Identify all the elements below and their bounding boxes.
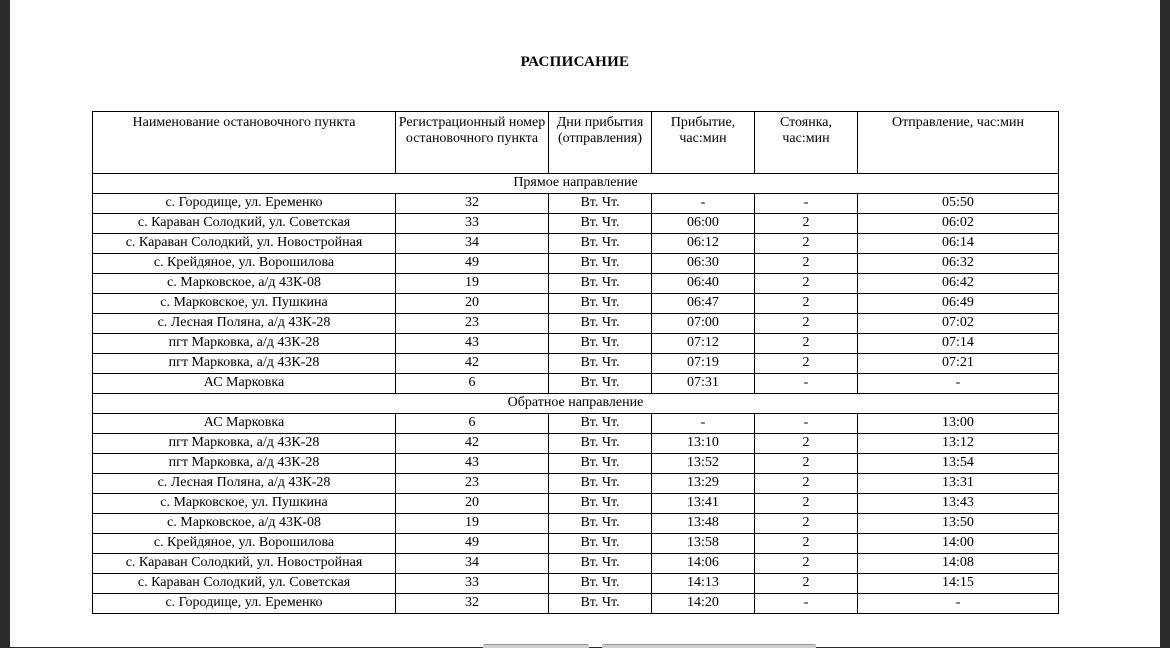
table-row <box>93 434 1059 454</box>
reg-number-cell: 33 <box>396 214 549 234</box>
stop-time-cell: - <box>755 374 858 394</box>
reg-number-cell: 23 <box>396 474 549 494</box>
days-cell: Вт. Чт. <box>549 274 652 294</box>
days-cell: Вт. Чт. <box>549 234 652 254</box>
arrival-cell: 13:29 <box>652 474 755 494</box>
stop-name-cell: с. Лесная Поляна, а/д 43К-28 <box>93 474 396 494</box>
stop-time-cell: 2 <box>755 494 858 514</box>
days-cell: Вт. Чт. <box>549 494 652 514</box>
section-row <box>93 394 1059 414</box>
section-label: Обратное направление <box>93 394 1059 414</box>
days-cell: Вт. Чт. <box>549 534 652 554</box>
stop-name-cell: с. Караван Солодкий, ул. Советская <box>93 214 396 234</box>
table-row <box>93 414 1059 434</box>
departure-cell: 07:21 <box>858 354 1059 374</box>
stop-time-cell: 2 <box>755 514 858 534</box>
days-cell: Вт. Чт. <box>549 474 652 494</box>
header-reg-number: Регистрационный номер остановочного пункта <box>396 112 549 174</box>
stop-time-cell: 2 <box>755 574 858 594</box>
stop-name-cell: с. Марковское, а/д 43К-08 <box>93 514 396 534</box>
days-cell: Вт. Чт. <box>549 374 652 394</box>
reg-number-cell: 43 <box>396 334 549 354</box>
arrival-cell: - <box>652 194 755 214</box>
stop-time-cell: 2 <box>755 474 858 494</box>
arrival-cell: 06:47 <box>652 294 755 314</box>
stop-name-cell: с. Марковское, ул. Пушкина <box>93 294 396 314</box>
stop-name-cell: с. Крейдяное, ул. Ворошилова <box>93 254 396 274</box>
days-cell: Вт. Чт. <box>549 574 652 594</box>
days-cell: Вт. Чт. <box>549 294 652 314</box>
departure-cell: 06:49 <box>858 294 1059 314</box>
stop-name-cell: АС Марковка <box>93 414 396 434</box>
stop-time-cell: 2 <box>755 434 858 454</box>
table-row <box>93 354 1059 374</box>
table-row <box>93 234 1059 254</box>
arrival-cell: 07:31 <box>652 374 755 394</box>
departure-cell: 06:02 <box>858 214 1059 234</box>
stop-time-cell: 2 <box>755 554 858 574</box>
table-row <box>93 374 1059 394</box>
table-row <box>93 334 1059 354</box>
header-departure: Отправление, час:мин <box>858 112 1059 174</box>
reg-number-cell: 6 <box>396 414 549 434</box>
table-row <box>93 534 1059 554</box>
table-row <box>93 214 1059 234</box>
reg-number-cell: 34 <box>396 234 549 254</box>
header-row <box>93 112 1059 174</box>
table-row <box>93 494 1059 514</box>
days-cell: Вт. Чт. <box>549 314 652 334</box>
stop-time-cell: 2 <box>755 314 858 334</box>
days-cell: Вт. Чт. <box>549 554 652 574</box>
departure-cell: 06:42 <box>858 274 1059 294</box>
departure-cell: 13:43 <box>858 494 1059 514</box>
stop-name-cell: пгт Марковка, а/д 43К-28 <box>93 434 396 454</box>
table-row <box>93 314 1059 334</box>
arrival-cell: 06:12 <box>652 234 755 254</box>
days-cell: Вт. Чт. <box>549 214 652 234</box>
bottom-button-left <box>483 644 589 648</box>
stop-time-cell: 2 <box>755 534 858 554</box>
table-row <box>93 194 1059 214</box>
departure-cell: 13:12 <box>858 434 1059 454</box>
departure-cell: 06:14 <box>858 234 1059 254</box>
departure-cell: - <box>858 594 1059 614</box>
reg-number-cell: 49 <box>396 534 549 554</box>
arrival-cell: 13:41 <box>652 494 755 514</box>
days-cell: Вт. Чт. <box>549 354 652 374</box>
page-title: РАСПИСАНИЕ <box>520 54 630 70</box>
reg-number-cell: 6 <box>396 374 549 394</box>
stop-name-cell: с. Марковское, ул. Пушкина <box>93 494 396 514</box>
table-row <box>93 574 1059 594</box>
header-stop-name: Наименование остановочного пункта <box>93 112 396 174</box>
table-row <box>93 294 1059 314</box>
table-body <box>93 174 1059 614</box>
reg-number-cell: 32 <box>396 194 549 214</box>
reg-number-cell: 20 <box>396 494 549 514</box>
departure-cell: 07:14 <box>858 334 1059 354</box>
arrival-cell: 07:12 <box>652 334 755 354</box>
stop-time-cell: 2 <box>755 294 858 314</box>
reg-number-cell: 19 <box>396 514 549 534</box>
stop-name-cell: пгт Марковка, а/д 43К-28 <box>93 354 396 374</box>
days-cell: Вт. Чт. <box>549 454 652 474</box>
departure-cell: 13:31 <box>858 474 1059 494</box>
stop-name-cell: с. Караван Солодкий, ул. Советская <box>93 574 396 594</box>
arrival-cell: 06:40 <box>652 274 755 294</box>
stop-time-cell: 2 <box>755 334 858 354</box>
stop-time-cell: - <box>755 414 858 434</box>
stop-name-cell: с. Крейдяное, ул. Ворошилова <box>93 534 396 554</box>
arrival-cell: 14:13 <box>652 574 755 594</box>
arrival-cell: 07:19 <box>652 354 755 374</box>
arrival-cell: 13:52 <box>652 454 755 474</box>
departure-cell: 13:54 <box>858 454 1059 474</box>
days-cell: Вт. Чт. <box>549 434 652 454</box>
reg-number-cell: 49 <box>396 254 549 274</box>
stop-time-cell: 2 <box>755 274 858 294</box>
days-cell: Вт. Чт. <box>549 334 652 354</box>
reg-number-cell: 34 <box>396 554 549 574</box>
reg-number-cell: 23 <box>396 314 549 334</box>
stop-time-cell: 2 <box>755 214 858 234</box>
days-cell: Вт. Чт. <box>549 594 652 614</box>
section-label: Прямое направление <box>93 174 1059 194</box>
arrival-cell: 14:20 <box>652 594 755 614</box>
reg-number-cell: 32 <box>396 594 549 614</box>
stop-time-cell: 2 <box>755 234 858 254</box>
bottom-button-right <box>602 644 816 648</box>
stop-name-cell: с. Лесная Поляна, а/д 43К-28 <box>93 314 396 334</box>
departure-cell: 14:08 <box>858 554 1059 574</box>
table-row <box>93 594 1059 614</box>
table-row <box>93 254 1059 274</box>
stop-name-cell: с. Марковское, а/д 43К-08 <box>93 274 396 294</box>
arrival-cell: 06:00 <box>652 214 755 234</box>
reg-number-cell: 19 <box>396 274 549 294</box>
arrival-cell: 07:00 <box>652 314 755 334</box>
reg-number-cell: 43 <box>396 454 549 474</box>
reg-number-cell: 20 <box>396 294 549 314</box>
departure-cell: 14:00 <box>858 534 1059 554</box>
table-row <box>93 454 1059 474</box>
arrival-cell: - <box>652 414 755 434</box>
departure-cell: 13:50 <box>858 514 1059 534</box>
stop-name-cell: с. Караван Солодкий, ул. Новостройная <box>93 234 396 254</box>
days-cell: Вт. Чт. <box>549 194 652 214</box>
table-row <box>93 554 1059 574</box>
reg-number-cell: 42 <box>396 354 549 374</box>
days-cell: Вт. Чт. <box>549 414 652 434</box>
arrival-cell: 13:48 <box>652 514 755 534</box>
reg-number-cell: 33 <box>396 574 549 594</box>
table-row <box>93 474 1059 494</box>
section-row <box>93 174 1059 194</box>
days-cell: Вт. Чт. <box>549 254 652 274</box>
table-header <box>93 112 1059 174</box>
departure-cell: 07:02 <box>858 314 1059 334</box>
stop-time-cell: 2 <box>755 354 858 374</box>
arrival-cell: 14:06 <box>652 554 755 574</box>
departure-cell: 13:00 <box>858 414 1059 434</box>
arrival-cell: 13:58 <box>652 534 755 554</box>
stop-time-cell: 2 <box>755 254 858 274</box>
stop-name-cell: АС Марковка <box>93 374 396 394</box>
header-days: Дни прибытия (отправления) <box>549 112 652 174</box>
departure-cell: 05:50 <box>858 194 1059 214</box>
header-stop-time: Стоянка, час:мин <box>755 112 858 174</box>
header-arrival: Прибытие, час:мин <box>652 112 755 174</box>
arrival-cell: 06:30 <box>652 254 755 274</box>
stop-name-cell: с. Караван Солодкий, ул. Новостройная <box>93 554 396 574</box>
stop-time-cell: - <box>755 594 858 614</box>
table-row <box>93 274 1059 294</box>
days-cell: Вт. Чт. <box>549 514 652 534</box>
departure-cell: - <box>858 374 1059 394</box>
arrival-cell: 13:10 <box>652 434 755 454</box>
stop-name-cell: пгт Марковка, а/д 43К-28 <box>93 454 396 474</box>
stop-time-cell: 2 <box>755 454 858 474</box>
table-row <box>93 514 1059 534</box>
reg-number-cell: 42 <box>396 434 549 454</box>
stop-time-cell: - <box>755 194 858 214</box>
departure-cell: 14:15 <box>858 574 1059 594</box>
stop-name-cell: с. Городище, ул. Еременко <box>93 194 396 214</box>
stop-name-cell: пгт Марковка, а/д 43К-28 <box>93 334 396 354</box>
stop-name-cell: с. Городище, ул. Еременко <box>93 594 396 614</box>
schedule-table <box>92 111 1059 614</box>
departure-cell: 06:32 <box>858 254 1059 274</box>
